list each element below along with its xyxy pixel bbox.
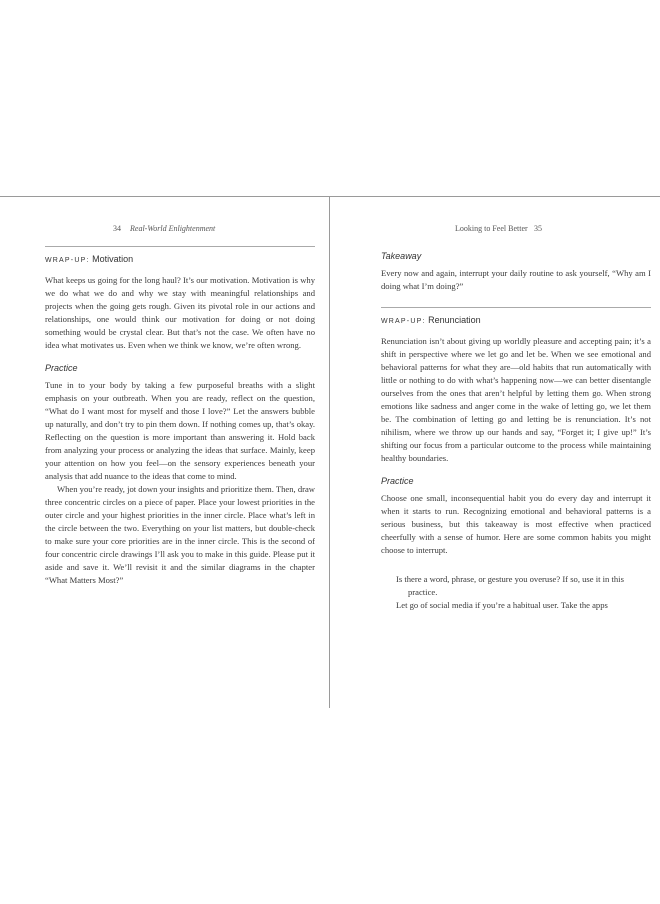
takeaway-paragraph: Every now and again, interrupt your daily routine to ask yourself, “Why am I doing what I’m doing?” (381, 268, 651, 291)
left-head-rule (45, 246, 315, 247)
right-page (381, 222, 651, 612)
left-running-head (45, 222, 315, 236)
right-practice-heading: Practice (381, 476, 414, 486)
right-practice-paragraph: Choose one small, inconsequential habit you do every day and interrupt it when it starts to run. Recognizing emotional and behavioral patterns is a serious business, but this takeaway is most effective when practiced cheerfully with a sense of humor. Here are some common habits you might choose to interrupt. (381, 493, 651, 555)
wrap-up-title: Motivation (92, 254, 134, 264)
left-practice-paragraph-2: When you’re ready, jot down your insights and prioritize them. Then, draw three concentric circles on a piece of paper. Place your lowest priorities in the outer circle and your highest priorities in the inner circle. Place what’s left in the circle between the two. Everything on your list matters, but double-check to make sure your core priorities are in the inner circle. This is the second of four concentric circle drawings I’ll ask you to make in this guide. Please put it aside and save it. We’ll revisit it and the similar diagrams in the chapter “What Matters Most?” (45, 484, 315, 585)
right-section-rule (381, 307, 651, 308)
right-wrap-up-heading (381, 314, 651, 326)
left-wrap-up-heading (45, 253, 315, 265)
left-practice-heading: Practice (45, 363, 78, 373)
list-item: Is there a word, phrase, or gesture you overuse? If so, use it in this practice. (396, 574, 624, 597)
left-intro-paragraph: What keeps us going for the long haul? It’s our motivation. Motivation is why we do what we do and why we stay with meaningful relationships and projects when the going gets rough. Given its pivotal role in our actions and relationships, one would think our motivation for doing or not doing something would be crystal clear. But that’s not the case. We often have no idea what motivates us. Even when we think we know, we’re often wrong. (45, 275, 315, 350)
page-gutter (329, 196, 330, 708)
left-practice-paragraph-1: Tune in to your body by taking a few purposeful breaths with a slight emphasis on your outbreath. When you are ready, reflect on the question, “What do I want most for myself and those I love?” Let the answers bubble up naturally, and don’t try to pin them down. If nothing comes up, that’s okay. Reflecting on the question is more important than answering it. Hold back from analyzing your process or analyzing the ideas that surface. Mainly, keep your attention on how you feel—on the sensory experiences beneath your analysis that add nuance to the ideas that come to mind. (45, 380, 315, 481)
left-page (45, 222, 315, 587)
wrap-up-title: Renunciation (428, 315, 481, 325)
right-intro-paragraph: Renunciation isn’t about giving up worldly pleasure and accepting pain; it’s a shift in perspective where we let go and let be. When we see emotional and behavioral patterns for what they are—old habits that run automatically with little or nothing to do with what’s happening now—we can better disentangle ourselves from the ones that aren’t helpful by letting them go. When strong emotions like sadness and anger come in the wake of letting go, we let them be. The combination of letting go and letting be is renunciation. It’s not nihilism, where we throw up our hands and say, “Forget it; I give up!” It’s shifting our focus from a particular outcome to the process while maintaining healthy boundaries. (381, 336, 651, 463)
list-item: Let go of social media if you’re a habitual user. Take the apps (396, 600, 608, 610)
wrap-up-label: WRAP-UP: (381, 318, 426, 325)
right-running-title: Looking to Feel Better (455, 224, 528, 233)
right-page-number: 35 (534, 224, 542, 233)
wrap-up-label: WRAP-UP: (45, 257, 90, 264)
spread-top-rule (0, 196, 660, 197)
right-running-head (381, 222, 651, 236)
takeaway-heading: Takeaway (381, 251, 422, 261)
left-running-title: Real-World Enlightenment (130, 224, 216, 233)
list-spacer (381, 557, 651, 573)
left-page-number: 34 (113, 224, 121, 233)
